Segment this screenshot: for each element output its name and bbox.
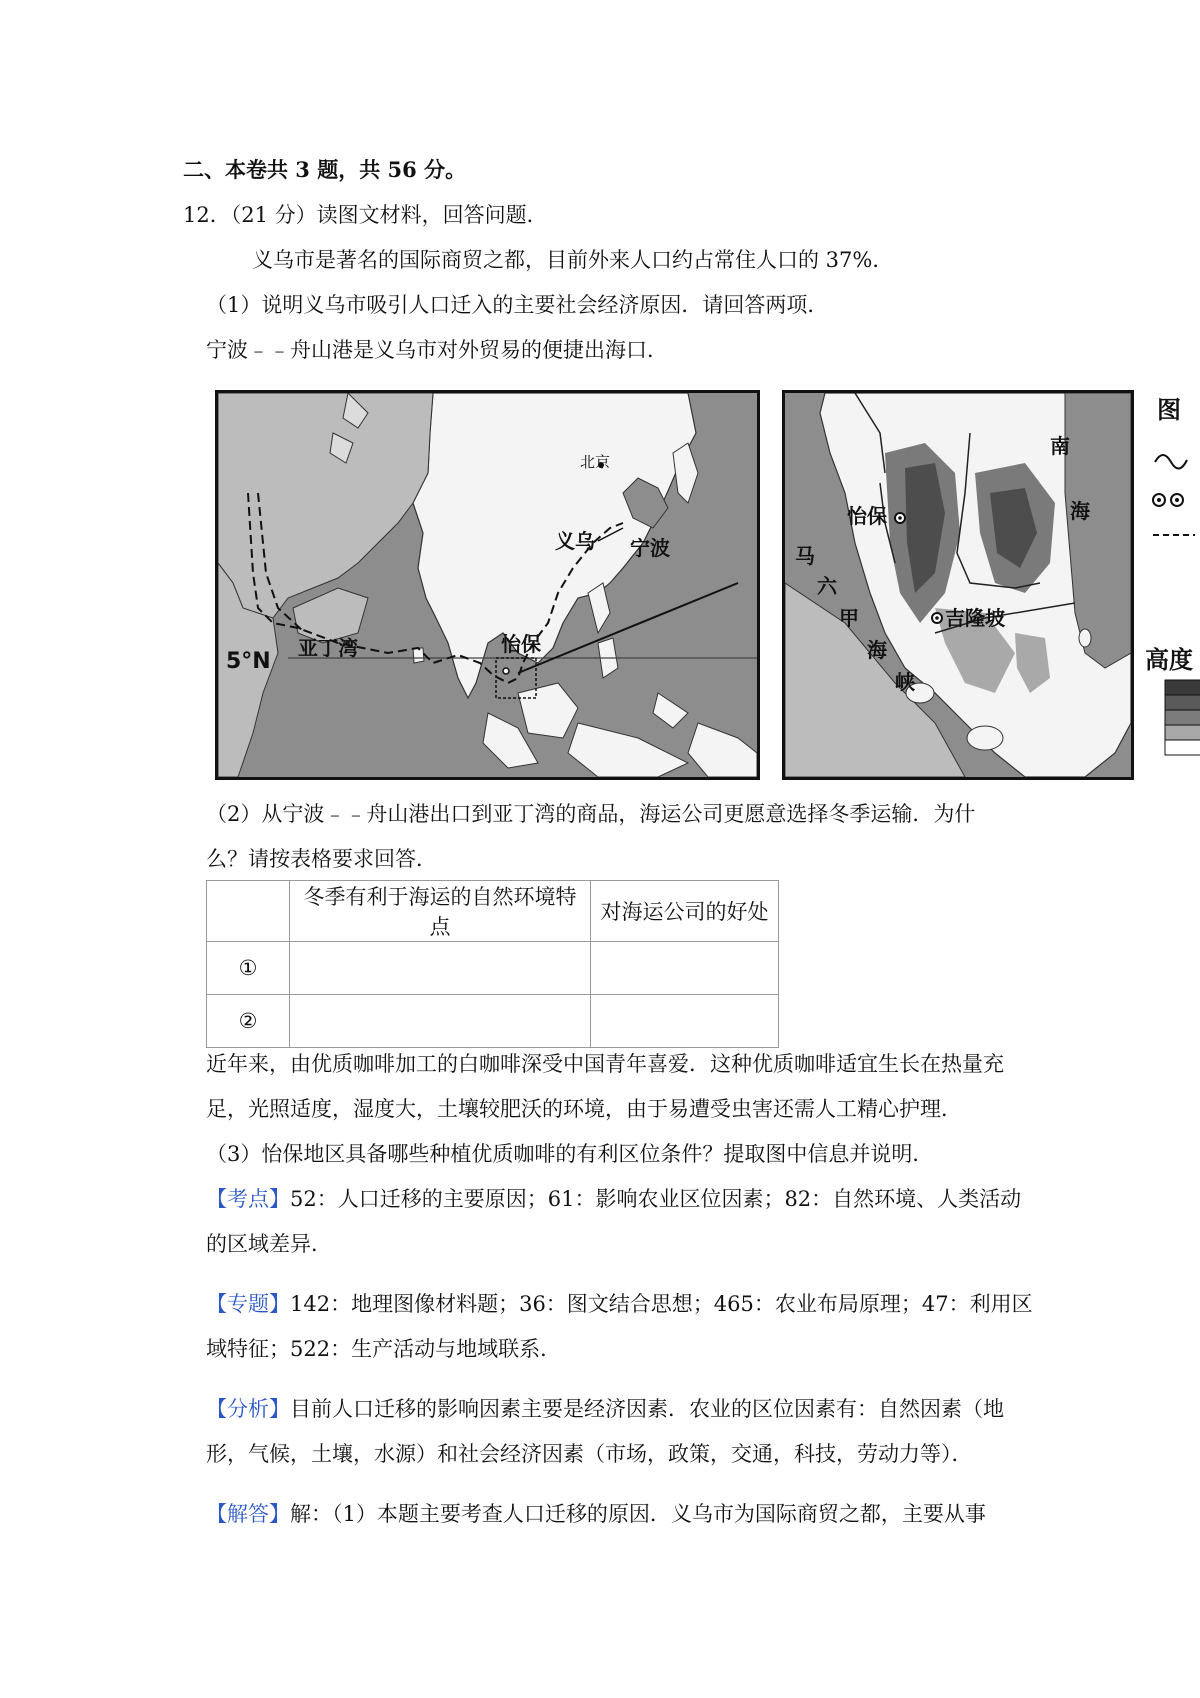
fenxi-text: 目前人口迁移的影响因素主要是经济因素．农业的区位因素有：自然因素（地 (290, 1397, 1004, 1421)
row-number-cell: ① (207, 942, 290, 995)
table-header-row (207, 881, 779, 942)
legend-altitude: 高度 (1145, 645, 1193, 674)
kaodian-line-2: 的区域差异． (206, 1232, 332, 1256)
question-2-line-2: 么？请按表格要求回答． (206, 847, 437, 871)
jieda-line-1 (206, 1500, 986, 1528)
zhuanti-line-2: 域特征；522：生产活动与地域联系． (206, 1337, 562, 1361)
table-cell (290, 995, 591, 1048)
beijing-label: 北京 (580, 453, 611, 471)
table-cell (290, 942, 591, 995)
coffee-line-2: 足，光照适度，湿度大，土壤较肥沃的环境，由于易遭受虫害还需人工精心护理． (206, 1097, 962, 1121)
answer-table (206, 880, 779, 1048)
legend-title: 图 (1157, 395, 1181, 424)
coffee-line-1: 近年来，由优质咖啡加工的白咖啡深受中国青年喜爱．这种优质咖啡适宜生长在热量充 (206, 1052, 1004, 1076)
ningbo-label: 宁波 (630, 536, 670, 560)
south-sea-label-1: 南 (1050, 434, 1070, 458)
kl-label: 吉隆坡 (945, 606, 1005, 630)
section-title: 二、本卷共 3 题，共 56 分。 (183, 157, 467, 182)
strait-label-3: 甲 (839, 606, 859, 630)
question-intro: 义乌市是著名的国际商贸之都，目前外来人口约占常住人口的 37%． (252, 248, 894, 272)
malaysia-relief-map (782, 390, 1134, 780)
table-header-cell: 冬季有利于海运的自然环境特点 (290, 881, 591, 942)
latitude-label: 5°N (226, 649, 271, 674)
strait-label-4: 海 (867, 638, 887, 662)
table-row (207, 995, 779, 1048)
question-3: （3）怡保地区具备哪些种植优质咖啡的有利区位条件？提取图中信息并说明． (206, 1142, 934, 1166)
strait-label-2: 六 (817, 574, 837, 598)
legend-graphic (1145, 390, 1200, 780)
table-cell (591, 995, 779, 1048)
south-sea-label-2: 海 (1070, 499, 1090, 523)
malaysia-map-graphic (785, 393, 1131, 777)
fenxi-tag: 【分析】 (206, 1397, 290, 1421)
fenxi-line-1 (206, 1395, 1004, 1423)
map-legend (1145, 390, 1200, 780)
ipoh-label-left: 怡保 (501, 632, 541, 656)
jieda-tag: 【解答】 (206, 1502, 290, 1526)
table-header-cell: 对海运公司的好处 (591, 881, 779, 942)
jieda-text: 解：（1）本题主要考查人口迁移的原因．义乌市为国际商贸之都，主要从事 (290, 1502, 986, 1526)
table-header-cell (207, 881, 290, 942)
question-2-line-1: （2）从宁波﹣﹣舟山港出口到亚丁湾的商品，海运公司更愿意选择冬季运输．为什 (206, 802, 976, 826)
zhuanti-tag: 【专题】 (206, 1292, 290, 1316)
map-figure (215, 390, 1200, 780)
river-icon (1155, 455, 1187, 469)
zhuanti-line-1 (206, 1290, 1033, 1318)
table-row (207, 942, 779, 995)
port-sentence: 宁波﹣﹣舟山港是义乌市对外贸易的便捷出海口． (206, 338, 668, 362)
yiwu-label: 义乌 (555, 529, 595, 553)
aden-label: 亚丁湾 (298, 636, 358, 660)
ipoh-label-right: 怡保 (847, 504, 887, 528)
strait-label-5: 峡 (895, 670, 915, 694)
zhuanti-text: 142：地理图像材料题；36：图文结合思想；465：农业布局原理；47：利用区 (290, 1292, 1033, 1316)
kaodian-line-1 (206, 1185, 1021, 1213)
row-number-cell: ② (207, 995, 290, 1048)
question-1: （1）说明义乌市吸引人口迁入的主要社会经济原因．请回答两项． (206, 293, 829, 317)
fenxi-line-2: 形，气候，土壤，水源）和社会经济因素（市场，政策，交通，科技，劳动力等）． (206, 1442, 973, 1466)
table-cell (591, 942, 779, 995)
kaodian-tag: 【考点】 (206, 1187, 290, 1211)
strait-label-1: 马 (795, 544, 815, 568)
question-header: 12．（21 分）读图文材料，回答问题． (183, 203, 548, 227)
asia-route-map (215, 390, 760, 780)
kaodian-text: 52：人口迁移的主要原因；61：影响农业区位因素；82：自然环境、人类活动 (290, 1187, 1022, 1211)
asia-map-graphic (218, 393, 757, 777)
